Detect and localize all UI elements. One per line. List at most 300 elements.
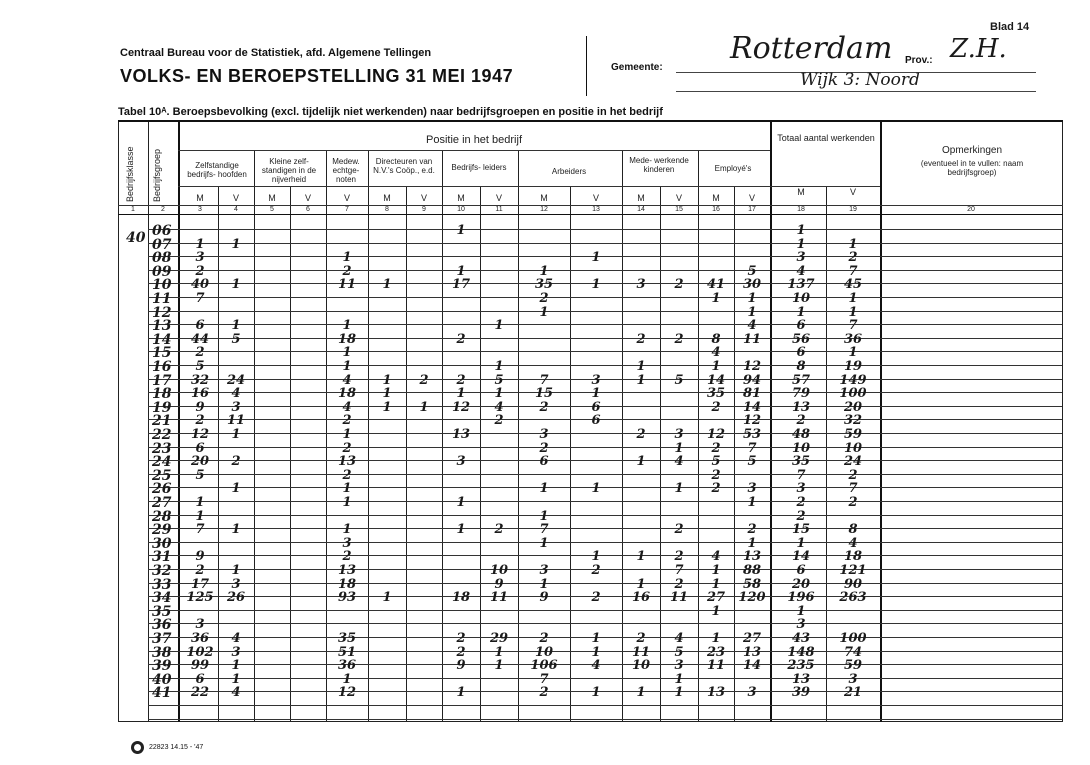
table-cell: 2 [539,440,549,456]
mv-label: M [196,193,204,203]
table-cell: 14 [742,658,762,674]
mv-label: V [748,193,755,203]
table-cell: 137 [787,277,815,293]
table-cell: 32 [190,372,210,388]
table-cell: 1 [591,277,601,293]
table-cell: 45 [843,277,863,293]
table-cell: 18 [337,386,357,402]
table-cell: 2 [636,331,646,347]
table-cell: 3 [456,454,466,470]
table-cell: 10 [791,291,811,306]
row-divider [148,365,1062,366]
table-cell: 7 [848,263,858,279]
table-cell: 1 [674,481,684,497]
table-cell: 1 [456,263,466,279]
table-cell: 3 [848,671,858,687]
column-divider [770,122,772,722]
bedrijfsgroep-cell: 39 [152,658,172,675]
table-cell: 2 [195,345,205,361]
table-cell: 1 [382,399,392,415]
table-cell: 2 [796,413,806,429]
table-cell: 1 [636,372,646,388]
mv-label: V [592,193,599,203]
row-divider [148,351,1062,352]
table-cell: 1 [674,440,684,456]
table-cell: 1 [636,359,646,374]
table-cell: 1 [342,671,352,687]
table-cell: 14 [706,372,726,388]
bedrijfsgroep-cell: 21 [152,413,172,430]
column-number: 14 [637,206,645,213]
table-cell: 1 [539,535,549,551]
table-cell: 39 [791,685,811,701]
table-cell: 1 [636,685,646,701]
table-cell: 2 [456,631,466,646]
table-cell: 26 [226,590,246,606]
table-cell: 2 [342,440,352,456]
directeuren-header: Directeuren van N.V.'s Coöp., e.d. [373,157,435,175]
table-cell: 5 [231,331,241,347]
table-cell: 90 [843,576,863,592]
mv-label: M [383,193,391,203]
table-cell: 3 [747,685,757,701]
table-cell: 3 [747,481,757,497]
table-cell: 1 [636,549,646,565]
bedrijfsgroep-cell: 13 [152,318,172,335]
bedrijfsgroep-cell: 19 [152,399,172,416]
table-cell: 11 [706,658,726,674]
bedrijfsgroep-cell: 09 [152,263,172,280]
totaal-header: Totaal aantal werkenden [777,133,875,143]
row-divider [148,719,1062,720]
table-cell: 12 [190,427,210,442]
row-divider [148,338,1062,339]
table-cell: 1 [796,603,806,619]
column-number: 16 [712,206,720,213]
table-cell: 6 [195,671,205,687]
bedrijfsgroep-cell: 32 [152,563,172,579]
table-cell: 43 [791,631,811,646]
table-cell: 2 [711,481,721,497]
table-cell: 4 [848,535,858,551]
bedrijfsgroep-header: Bedrijfsgroep [152,148,162,202]
row-divider [148,515,1062,516]
table-cell: 2 [674,549,684,565]
table-cell: 2 [674,522,684,538]
table-cell: 1 [231,481,241,497]
table-cell: 7 [195,291,205,306]
table-cell: 4 [747,318,757,334]
table-cell: 10 [631,658,651,674]
medewerkende-header: Mede- werkende kinderen [629,156,689,174]
table-cell: 3 [796,481,806,497]
bedrijfsgroep-cell: 08 [152,250,172,267]
column-number: 2 [161,206,165,213]
table-cell: 93 [337,590,357,606]
table-cell: 2 [848,250,858,266]
table-cell: 1 [456,685,466,701]
table-cell: 3 [796,250,806,266]
row-divider [148,610,1062,611]
table-cell: 1 [494,658,504,674]
table-cell: 35 [706,386,726,402]
column-number: 13 [592,206,600,213]
bedrijfsgroep-cell: 12 [152,304,172,321]
bedrijfsgroep-cell: 11 [152,291,172,307]
table-cell: 2 [456,331,466,347]
table-cell: 1 [231,671,241,687]
row-divider [148,501,1062,502]
column-number: 4 [234,206,238,213]
table-cell: 121 [839,563,867,578]
table-cell: 22 [190,685,210,701]
table-cell: 1 [456,495,466,510]
mv-label: M [712,193,720,203]
table-cell: 1 [711,563,721,578]
table-cell: 10 [489,563,509,578]
bedrijfsgroep-cell: 33 [152,576,172,593]
employes-header: Employé's [714,164,752,173]
table-cell: 2 [711,399,721,415]
table-cell: 1 [848,304,858,320]
row-divider [148,528,1062,529]
table-cell: 1 [591,631,601,646]
table-cell: 1 [342,359,352,374]
bedrijfsgroep-cell: 06 [152,223,172,239]
table-cell: 3 [591,372,601,388]
mv-label: V [343,193,350,203]
table-cell: 1 [539,304,549,320]
bureau-line: Centraal Bureau voor de Statistiek, afd. Algemene Tellingen [120,47,432,59]
column-number: 3 [198,206,202,213]
table-cell: 2 [494,413,504,429]
bedrijfsgroep-cell: 22 [152,427,172,443]
table-cell: 1 [848,236,858,252]
table-cell: 13 [742,549,762,565]
table-cell: 12 [742,413,762,429]
table-cell: 2 [342,263,352,279]
positie-header: Positie in het bedrijf [426,134,522,146]
table-cell: 1 [796,304,806,320]
table-cell: 1 [494,386,504,402]
table-cell: 2 [419,372,429,388]
table-cell: 1 [382,590,392,606]
table-cell: 1 [711,576,721,592]
table-cell: 1 [494,644,504,660]
table-cell: 1 [342,250,352,266]
table-cell: 21 [843,685,863,701]
table-cell: 2 [636,427,646,442]
row-divider [148,324,1062,325]
table-cell: 1 [711,359,721,374]
table-cell: 196 [787,590,815,606]
bedrijfsgroep-cell: 35 [152,603,172,620]
table-cell: 59 [843,658,863,674]
table-cell: 2 [342,549,352,565]
table-cell: 9 [195,399,205,415]
table-cell: 5 [747,263,757,279]
column-divider [178,122,180,722]
row-divider [148,623,1062,624]
table-cell: 79 [791,386,811,402]
table-cell: 2 [539,631,549,646]
table-cell: 14 [742,399,762,415]
print-seal-icon [131,741,144,754]
table-cell: 2 [539,291,549,306]
table-cell: 1 [636,576,646,592]
table-cell: 7 [848,318,858,334]
bedrijfsgroep-cell: 38 [152,644,172,661]
table-cell: 30 [742,277,762,293]
table-cell: 1 [195,508,205,524]
table-cell: 2 [674,277,684,293]
table-cell: 35 [791,454,811,470]
row-divider [148,270,1062,271]
bedrijfsgroep-cell: 15 [152,345,172,362]
bedrijfsgroep-cell: 17 [152,372,172,389]
table-cell: 1 [382,277,392,293]
table-cell: 1 [342,318,352,334]
column-number: 10 [457,206,465,213]
mv-label: V [495,193,502,203]
table-cell: 2 [456,372,466,388]
row-divider [148,297,1062,298]
bedrijfsgroep-cell: 24 [152,454,172,471]
table-cell: 1 [231,236,241,252]
table-cell: 3 [342,535,352,551]
table-cell: 1 [456,522,466,538]
table-cell: 1 [747,291,757,306]
table-cell: 4 [342,372,352,388]
table-cell: 6 [796,318,806,334]
bedrijfsgroep-cell: 30 [152,535,172,552]
table-cell: 2 [711,440,721,456]
table-cell: 20 [791,576,811,592]
table-cell: 2 [494,522,504,538]
table-cell: 2 [848,467,858,483]
bedrijfsgroep-cell: 29 [152,522,172,539]
row-divider [148,678,1062,679]
table-cell: 1 [796,223,806,238]
row-divider [148,705,1062,706]
table-cell: 44 [190,331,210,347]
table-cell: 3 [674,658,684,674]
table-cell: 1 [796,236,806,252]
table-cell: 20 [843,399,863,415]
table-cell: 36 [190,631,210,646]
table-cell: 24 [843,454,863,470]
table-cell: 7 [539,671,549,687]
row-divider [118,214,1063,215]
table-cell: 1 [711,603,721,619]
table-cell: 15 [534,386,554,402]
table-cell: 5 [747,454,757,470]
table-cell: 1 [591,549,601,565]
table-cell: 5 [494,372,504,388]
table-cell: 7 [747,440,757,456]
table-cell: 11 [489,590,509,606]
table-cell: 2 [195,413,205,429]
table-cell: 1 [231,563,241,578]
row-divider [178,150,770,151]
table-cell: 1 [539,576,549,592]
column-number: 15 [675,206,683,213]
table-cell: 32 [843,413,863,429]
table-cell: 1 [539,508,549,524]
table-cell: 6 [591,413,601,429]
mv-label: V [420,193,427,203]
column-number: 11 [495,206,503,213]
table-cell: 9 [494,576,504,592]
table-cell: 149 [839,372,867,388]
table-cell: 1 [747,535,757,551]
column-number: 17 [748,206,756,213]
table-cell: 13 [337,563,357,578]
bedrijfsklasse-value: 40 [126,230,146,246]
table-cell: 4 [711,345,721,361]
table-cell: 7 [539,522,549,538]
opmerkingen-sub: (eventueel in te vullen: naam bedrijfsgroep) [920,159,1024,177]
table-cell: 2 [848,495,858,510]
table-cell: 9 [456,658,466,674]
table-cell: 5 [195,467,205,483]
table-cell: 1 [342,427,352,442]
table-cell: 4 [231,631,241,646]
bedrijfsgroep-cell: 26 [152,481,172,498]
column-number: 18 [797,206,805,213]
mv-label: V [304,193,311,203]
table-cell: 2 [796,508,806,524]
table-cell: 1 [674,671,684,687]
table-cell: 1 [231,522,241,538]
table-cell: 5 [674,372,684,388]
table-cell: 4 [674,631,684,646]
mv-label: V [232,193,239,203]
table-cell: 9 [539,590,549,606]
table-cell: 2 [195,263,205,279]
table-cell: 1 [636,454,646,470]
table-cell: 100 [839,631,867,646]
table-cell: 12 [742,359,762,374]
table-cell: 8 [711,331,721,347]
table-cell: 1 [456,386,466,402]
table-cell: 17 [190,576,210,592]
row-divider [148,460,1062,461]
table-cell: 4 [711,549,721,565]
table-cell: 2 [747,522,757,538]
bedrijfsgroep-cell: 07 [152,236,172,253]
column-number: 20 [967,206,975,213]
column-number: 19 [849,206,857,213]
table-cell: 1 [342,495,352,510]
bedrijfsgroep-cell: 18 [152,386,172,403]
table-cell: 7 [539,372,549,388]
table-cell: 5 [674,644,684,660]
bedrijfsgroep-cell: 25 [152,467,172,484]
table-cell: 1 [382,372,392,388]
table-cell: 1 [747,495,757,510]
table-cell: 2 [456,644,466,660]
table-cell: 1 [382,386,392,402]
prov-label: Prov.: [905,55,933,66]
row-divider [178,186,880,187]
bedrijfsgroep-cell: 37 [152,631,172,647]
table-cell: 1 [195,495,205,510]
table-cell: 2 [591,590,601,606]
table-cell: 8 [848,522,858,538]
table-cell: 11 [226,413,246,429]
table-cell: 13 [706,685,726,701]
table-cell: 29 [489,631,509,646]
table-cell: 35 [337,631,357,646]
table-cell: 3 [539,563,549,578]
table-cell: 7 [195,522,205,538]
table-cell: 5 [195,359,205,374]
mv-label: V [849,187,856,197]
bedrijfsgroep-cell: 10 [152,277,172,294]
table-cell: 74 [843,644,863,660]
table-cell: 1 [456,223,466,238]
table-cell: 11 [669,590,689,606]
table-cell: 6 [195,440,205,456]
bedrijfsgroep-cell: 41 [152,685,172,702]
table-cell: 13 [451,427,471,442]
table-cell: 94 [742,372,762,388]
table-cell: 40 [190,277,210,293]
table-cell: 1 [231,427,241,442]
bedrijfsgroep-cell: 40 [152,671,172,688]
opmerkingen-header: Opmerkingen [941,145,1003,156]
table-cell: 24 [226,372,246,388]
table-cell: 8 [796,359,806,374]
table-cell: 1 [494,359,504,374]
row-divider [148,311,1062,312]
column-number: 7 [345,206,349,213]
table-cell: 4 [591,658,601,674]
table-cell: 10 [534,644,554,660]
table-cell: 20 [190,454,210,470]
table-cell: 1 [231,658,241,674]
prov-value: Z.H. [950,34,1007,64]
table-cell: 1 [539,481,549,497]
bedrijfsgroep-cell: 27 [152,495,172,511]
table-cell: 12 [706,427,726,442]
mv-label: V [675,193,682,203]
table-cell: 125 [186,590,214,606]
table-cell: 5 [711,454,721,470]
table-cell: 19 [843,359,863,374]
table-cell: 18 [337,331,357,347]
table-cell: 13 [791,671,811,687]
blad-label: Blad 14 [990,21,1030,33]
table-cell: 1 [231,318,241,334]
table-cell: 2 [674,576,684,592]
table-cell: 7 [848,481,858,497]
print-code: 22823 14.15 - '47 [149,744,204,751]
medew-header: Medew. echtge- noten [332,157,360,184]
table-cell: 1 [591,386,601,402]
census-title: VOLKS- EN BEROEPSTELLING 31 MEI 1947 [120,66,514,86]
column-divider [290,186,291,722]
table-cell: 3 [195,250,205,266]
bedrijfsgroep-cell: 31 [152,549,172,566]
table-cell: 12 [337,685,357,701]
mv-label: M [540,193,548,203]
table-cell: 57 [791,372,811,388]
table-cell: 23 [706,644,726,660]
column-number: 9 [422,206,426,213]
table-cell: 36 [843,331,863,347]
